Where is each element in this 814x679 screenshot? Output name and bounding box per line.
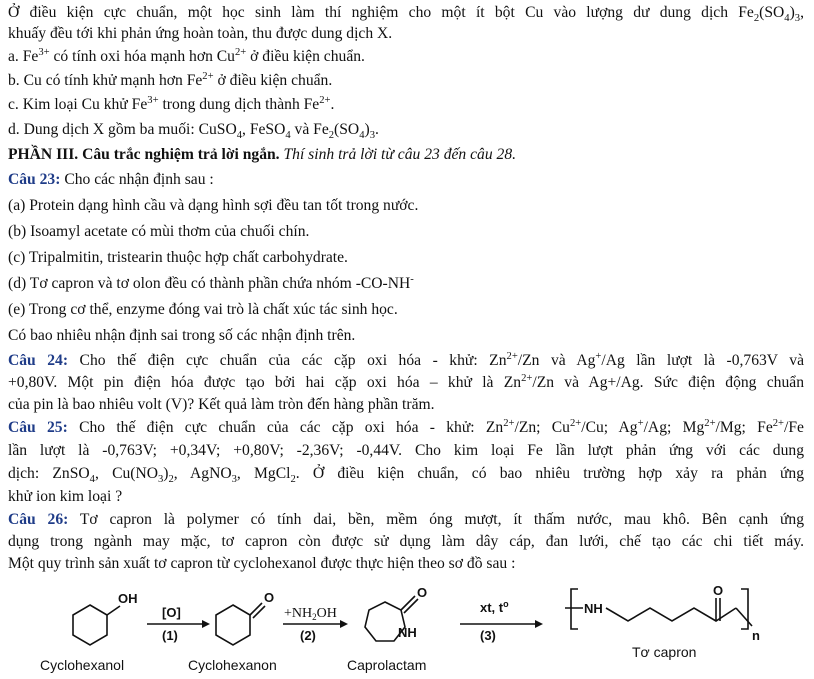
q25-line-3: dịch: ZnSO$_4$, $Cu(NO_3)_2$, AgNO$_3$, MgCl$_2$. Ở điều kiện chuẩn, có bao nhiêu trường hợp xảy ra phản ứng	[8, 465, 804, 486]
part3-heading	[8, 146, 516, 164]
label-step3-reagent: xt, $t^o$	[480, 599, 509, 615]
q23-item-a: (a) Protein dạng hình cầu và dạng hình sợi đều tan tốt trong nước.	[8, 197, 419, 214]
label-o-ketone: O	[264, 590, 275, 605]
part3-instruction: Thí sinh trả lời từ câu 23 đến câu 28.	[279, 146, 517, 163]
cyclohexanon-carbonyl-1	[250, 603, 262, 615]
part3-title: PHẦN III. Câu trắc nghiệm trả lời ngắn.	[8, 146, 280, 163]
label-step3-number: (3)	[480, 628, 496, 643]
arrow-step-3-head	[535, 620, 543, 628]
label-nh-lactam: NH	[398, 625, 417, 640]
q23-header: Câu 23: Cho các nhận định sau :	[8, 171, 214, 188]
arrow-step-1-head	[202, 620, 210, 628]
name-cyclohexanol: Cyclohexanol	[40, 657, 125, 673]
q26-line-2: dụng trong ngành may mặc, tơ capron còn được sử dụng làm dây cáp, đan lưới, chế tạo các chi tiết máy.	[8, 533, 804, 550]
q23-item-d: (d) Tơ capron và tơ olon đều có thành phần chứa nhóm -CO-NH-	[8, 273, 414, 292]
label-polymer-n: n	[752, 628, 760, 643]
q24-line-2: +0,80V. Một pin điện hóa được tạo bởi hai cặp oxi hóa – khử là $Zn^{2+}/Zn$ và Ag+/Ag. Sức điện động chuẩn	[8, 372, 804, 391]
q25-line-4: khử ion kim loại ?	[8, 488, 123, 505]
q26-label: Câu 26:	[8, 511, 69, 528]
cyclohexanol-ring	[73, 605, 107, 645]
arrow-step-2-head	[340, 620, 348, 628]
label-polymer-nh: NH	[584, 601, 603, 616]
q23-item-b: (b) Isoamyl acetate có mùi thơm của chuối chín.	[8, 223, 310, 240]
name-cyclohexanon: Cyclohexanon	[188, 657, 277, 673]
label-step2-number: (2)	[300, 628, 316, 643]
q25-line-2: lần lượt là -0,763V; +0,34V; +0,80V; -2,36V; -0,44V. Cho kim loại Fe lần lượt phản ứng với các dung	[8, 442, 804, 459]
name-capron-fiber: Tơ capron	[632, 644, 697, 660]
name-caprolactam: Caprolactam	[347, 657, 427, 673]
q26-line-1: Câu 26: Tơ capron là polymer có tính dai, bền, mềm óng mượt, ít thấm nước, mau khô. Bên cạnh ứng	[8, 511, 804, 528]
intro-text: Ở điều kiện cực chuẩn, một học sinh làm thí nghiệm cho một ít bột Cu vào lượng dư dung dịch Fe	[8, 4, 754, 21]
statement-b: b. Cu có tính khử mạnh hơn $Fe^{2+}$ ở điều kiện chuẩn.	[8, 70, 333, 89]
label-step2-reagent: $+NH_2OH$	[284, 606, 337, 622]
q24-label: Câu 24:	[8, 352, 69, 369]
q25-label: Câu 25:	[8, 419, 68, 436]
intro-line-2: khuấy đều tới khi phản ứng hoàn toàn, thu được dung dịch X.	[8, 25, 393, 42]
cyclohexanon-carbonyl-2	[253, 606, 265, 618]
label-step1-reagent: [O]	[162, 605, 181, 620]
polymer-right-tail	[736, 608, 752, 626]
q23-question: Có bao nhiêu nhận định sai trong số các nhận định trên.	[8, 327, 356, 344]
cyclohexanon-ring	[216, 605, 250, 645]
q24-line-3: của pin là bao nhiêu volt (V)? Kết quả làm tròn đến hàng phần trăm.	[8, 396, 435, 413]
q23-item-e: (e) Trong cơ thể, enzyme đóng vai trò là chất xúc tác sinh học.	[8, 301, 398, 318]
label-step1-number: (1)	[162, 628, 178, 643]
statement-c: c. Kim loại Cu khử $Fe^{3+}$ trong dung dịch thành $Fe^{2+}$.	[8, 94, 335, 113]
statement-a: a. $Fe^{3+}$ có tính oxi hóa mạnh hơn $Cu^{2+}$ ở điều kiện chuẩn.	[8, 46, 365, 65]
q24-line-1: Câu 24: Cho thế điện cực chuẩn của các cặp oxi hóa - khử: $Zn^{2+}/Zn$ và Ag+/Ag lần lượt là -0,763V và	[8, 350, 804, 369]
q25-line-1: Câu 25: Cho thế điện cực chuẩn của các cặp oxi hóa - khử: $Zn^{2+}/Zn$; $Cu^{2+}/Cu$; Ag+/Ag; $Mg^{2+}/Mg$; $Fe^{2+}/Fe$	[8, 417, 804, 436]
label-oh: OH	[118, 591, 138, 606]
polymer-left-bracket	[571, 589, 578, 629]
q23-item-c: (c) Tripalmitin, tristearin thuộc hợp chất carbohydrate.	[8, 249, 348, 266]
q23-label: Câu 23:	[8, 171, 61, 188]
polymer-right-bracket	[741, 589, 748, 629]
q26-line-3: Một quy trình sản xuất tơ capron từ cyclohexanol được thực hiện theo sơ đồ sau :	[8, 555, 516, 572]
label-o-lactam: O	[417, 585, 428, 600]
reaction-scheme	[0, 584, 814, 679]
intro-line-1: Ở điều kiện cực chuẩn, một học sinh làm thí nghiệm cho một ít bột Cu vào lượng dư dung dịch $Fe_2(SO_4)_3$,	[8, 4, 804, 25]
statement-d: d. Dung dịch X gồm ba muối: CuSO$_4$, FeSO$_4$ và $Fe_2(SO_4)_3$.	[8, 121, 379, 142]
label-polymer-o: O	[713, 584, 724, 598]
cyclohexanol-oh-bond	[107, 606, 120, 615]
